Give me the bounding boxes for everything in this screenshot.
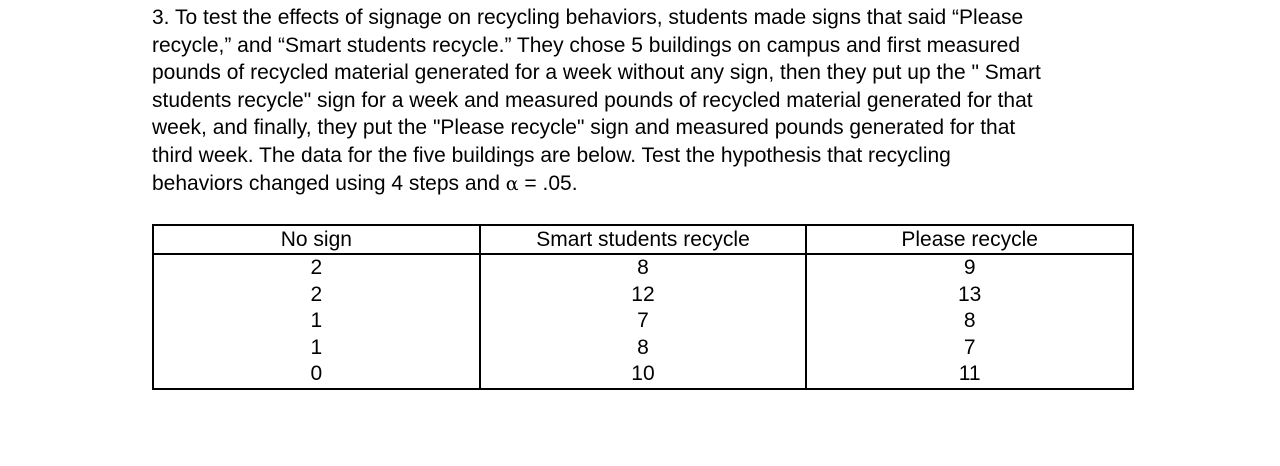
- table-cell: 2: [153, 254, 480, 282]
- alpha-symbol: α: [505, 172, 519, 195]
- table-cell: 8: [480, 254, 807, 282]
- recycling-data-table: [152, 224, 1134, 390]
- table-cell: 8: [806, 308, 1133, 335]
- table-cell: 10: [480, 361, 807, 389]
- problem-line-5: week, and finally, they put the "Please recycle" sign and measured pounds generated for that: [152, 116, 1016, 140]
- problem-line-3: pounds of recycled material generated for a week without any sign, then they put up the " Smart: [152, 61, 1041, 85]
- problem-line-2: recycle,” and “Smart students recycle.” They chose 5 buildings on campus and first measured: [152, 33, 1021, 57]
- table-header-row: [153, 225, 1133, 254]
- problem-line-7-prefix: behaviors changed using 4 steps and: [152, 171, 506, 195]
- table-row: [153, 308, 1133, 335]
- table-row: [153, 335, 1133, 362]
- table-cell: 2: [153, 282, 480, 309]
- table-cell: 1: [153, 308, 480, 335]
- table-cell: 13: [806, 282, 1133, 309]
- problem-line-4: students recycle" sign for a week and measured pounds of recycled material generated for that: [152, 88, 1033, 112]
- table-cell: 1: [153, 335, 480, 362]
- table-cell: 12: [480, 282, 807, 309]
- table-cell: 7: [480, 308, 807, 335]
- header-please-recycle: Please recycle: [806, 225, 1133, 254]
- table-cell: 9: [806, 254, 1133, 282]
- problem-line-1: 3. To test the effects of signage on recycling behaviors, students made signs that said “Please: [152, 6, 1024, 29]
- table-row: [153, 254, 1133, 282]
- table-row: [153, 361, 1133, 389]
- table-cell: 8: [480, 335, 807, 362]
- problem-line-7: [152, 170, 1152, 199]
- header-smart-students-recycle: Smart students recycle: [480, 225, 807, 254]
- problem-statement: [152, 4, 1152, 198]
- problem-line-7-suffix: = .05.: [518, 171, 578, 195]
- table-row: [153, 282, 1133, 309]
- table-cell: 11: [806, 361, 1133, 389]
- table-cell: 7: [806, 335, 1133, 362]
- problem-line-6: third week. The data for the five buildings are below. Test the hypothesis that recycling: [152, 143, 951, 167]
- header-no-sign: No sign: [153, 225, 480, 254]
- table-cell: 0: [153, 361, 480, 389]
